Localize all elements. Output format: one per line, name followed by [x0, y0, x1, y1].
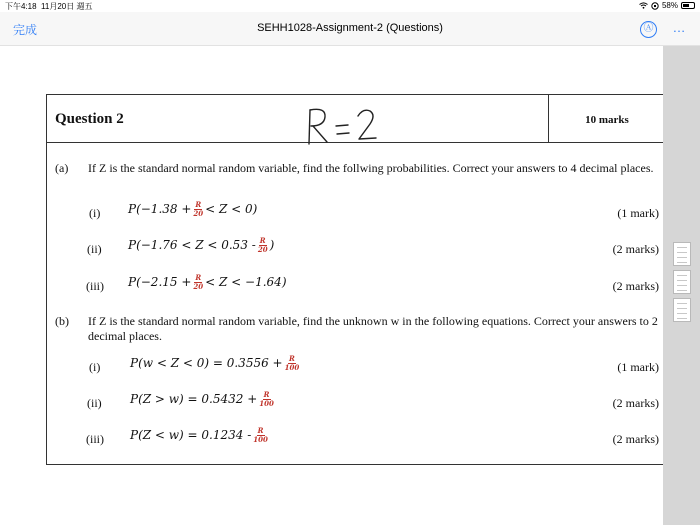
expr-post: < Z < −1.64) [205, 275, 287, 289]
part-a-ii-label: (ii) [87, 242, 102, 256]
nav-bar [0, 12, 700, 46]
status-left [5, 1, 92, 12]
part-b-ii-label: (ii) [87, 396, 102, 410]
fraction-numerator: R [257, 426, 264, 435]
fraction-denominator: 20 [193, 209, 204, 218]
page-thumbnail-rail[interactable] [663, 46, 700, 525]
orientation-lock-icon [651, 2, 659, 10]
part-a-i-label: (i) [89, 206, 101, 220]
part-a-ii-expression [128, 237, 274, 254]
page-thumbnail[interactable] [673, 270, 691, 294]
part-b-label: (b) [55, 314, 69, 328]
part-a-i-expression [128, 201, 257, 218]
expr-pre: P(−2.15 + [128, 275, 192, 289]
part-b-ii-mark: (2 marks) [612, 396, 659, 410]
expr-pre: P(−1.38 + [128, 202, 192, 216]
part-a-ii-mark: (2 marks) [612, 242, 659, 256]
fraction-denominator: 20 [257, 245, 268, 254]
question-table [46, 94, 666, 465]
part-a-iii-mark: (2 marks) [612, 279, 659, 293]
fraction-denominator: 20 [193, 282, 204, 291]
expr-post: < Z < 0) [205, 202, 258, 216]
battery-percent: 58% [661, 1, 678, 10]
document-title: SEHH1028-Assignment-2 (Questions) [257, 22, 443, 34]
page-thumbnail[interactable] [673, 298, 691, 322]
part-a-text: If Z is the standard normal random variable, find the follwing probabilities. Correct your answers to 4 decimal places. [88, 161, 654, 175]
markup-icon[interactable]: Ⓐ [640, 21, 657, 38]
fraction-numerator: R [195, 273, 202, 282]
document-page[interactable] [0, 46, 663, 525]
r-over-20-fraction [193, 274, 203, 291]
expr-pre: P(−1.76 < Z < 0.53 - [128, 238, 256, 252]
status-time: 下午4:18 [5, 2, 37, 11]
expr-pre: P(Z < w) = 0.1234 - [130, 428, 252, 442]
done-button[interactable]: 完成 [13, 23, 38, 37]
status-bar [0, 0, 700, 12]
status-date: 11月20日 週五 [41, 2, 93, 11]
part-a-iii-expression [128, 274, 287, 291]
part-b-iii-mark: (2 marks) [612, 432, 659, 446]
fraction-numerator: R [259, 236, 266, 245]
handwritten-r-equals-2 [300, 104, 380, 148]
part-b-iii-label: (iii) [86, 432, 104, 446]
more-icon[interactable]: … [672, 20, 686, 35]
battery-icon [681, 2, 695, 9]
fraction-numerator: R [195, 200, 202, 209]
fraction-numerator: R [288, 354, 295, 363]
part-b-text: If Z is the standard normal random variable, find the unknown w in the following equations. Correct your answers to 2 decimal places. [88, 314, 658, 343]
expr-pre: P(w < Z < 0) = 0.3556 + [130, 356, 283, 370]
r-over-100-fraction [253, 427, 268, 444]
part-a-i-mark: (1 mark) [617, 206, 659, 220]
part-b-iii-expression [130, 427, 270, 444]
fraction-denominator: 100 [259, 399, 274, 408]
expr-pre: P(Z > w) = 0.5432 + [130, 392, 258, 406]
part-b-i-label: (i) [89, 360, 101, 374]
part-b-ii-expression [130, 391, 276, 408]
page-thumbnail[interactable] [673, 242, 691, 266]
fraction-denominator: 100 [253, 435, 268, 444]
r-over-20-fraction [258, 237, 268, 254]
part-b-i-expression [130, 355, 301, 372]
status-right [639, 1, 695, 10]
battery-fill [683, 4, 689, 7]
question-marks: 10 marks [585, 114, 629, 126]
part-a-label: (a) [55, 161, 69, 175]
part-b-i-mark: (1 mark) [617, 360, 659, 374]
part-a-iii-label: (iii) [86, 279, 104, 293]
r-over-100-fraction [285, 355, 300, 372]
fraction-denominator: 100 [284, 363, 300, 372]
r-over-100-fraction [259, 391, 274, 408]
r-over-20-fraction [193, 201, 203, 218]
expr-post: ) [269, 238, 275, 252]
wifi-icon [639, 2, 648, 9]
question-title: Question 2 [55, 111, 124, 127]
fraction-numerator: R [263, 390, 270, 399]
